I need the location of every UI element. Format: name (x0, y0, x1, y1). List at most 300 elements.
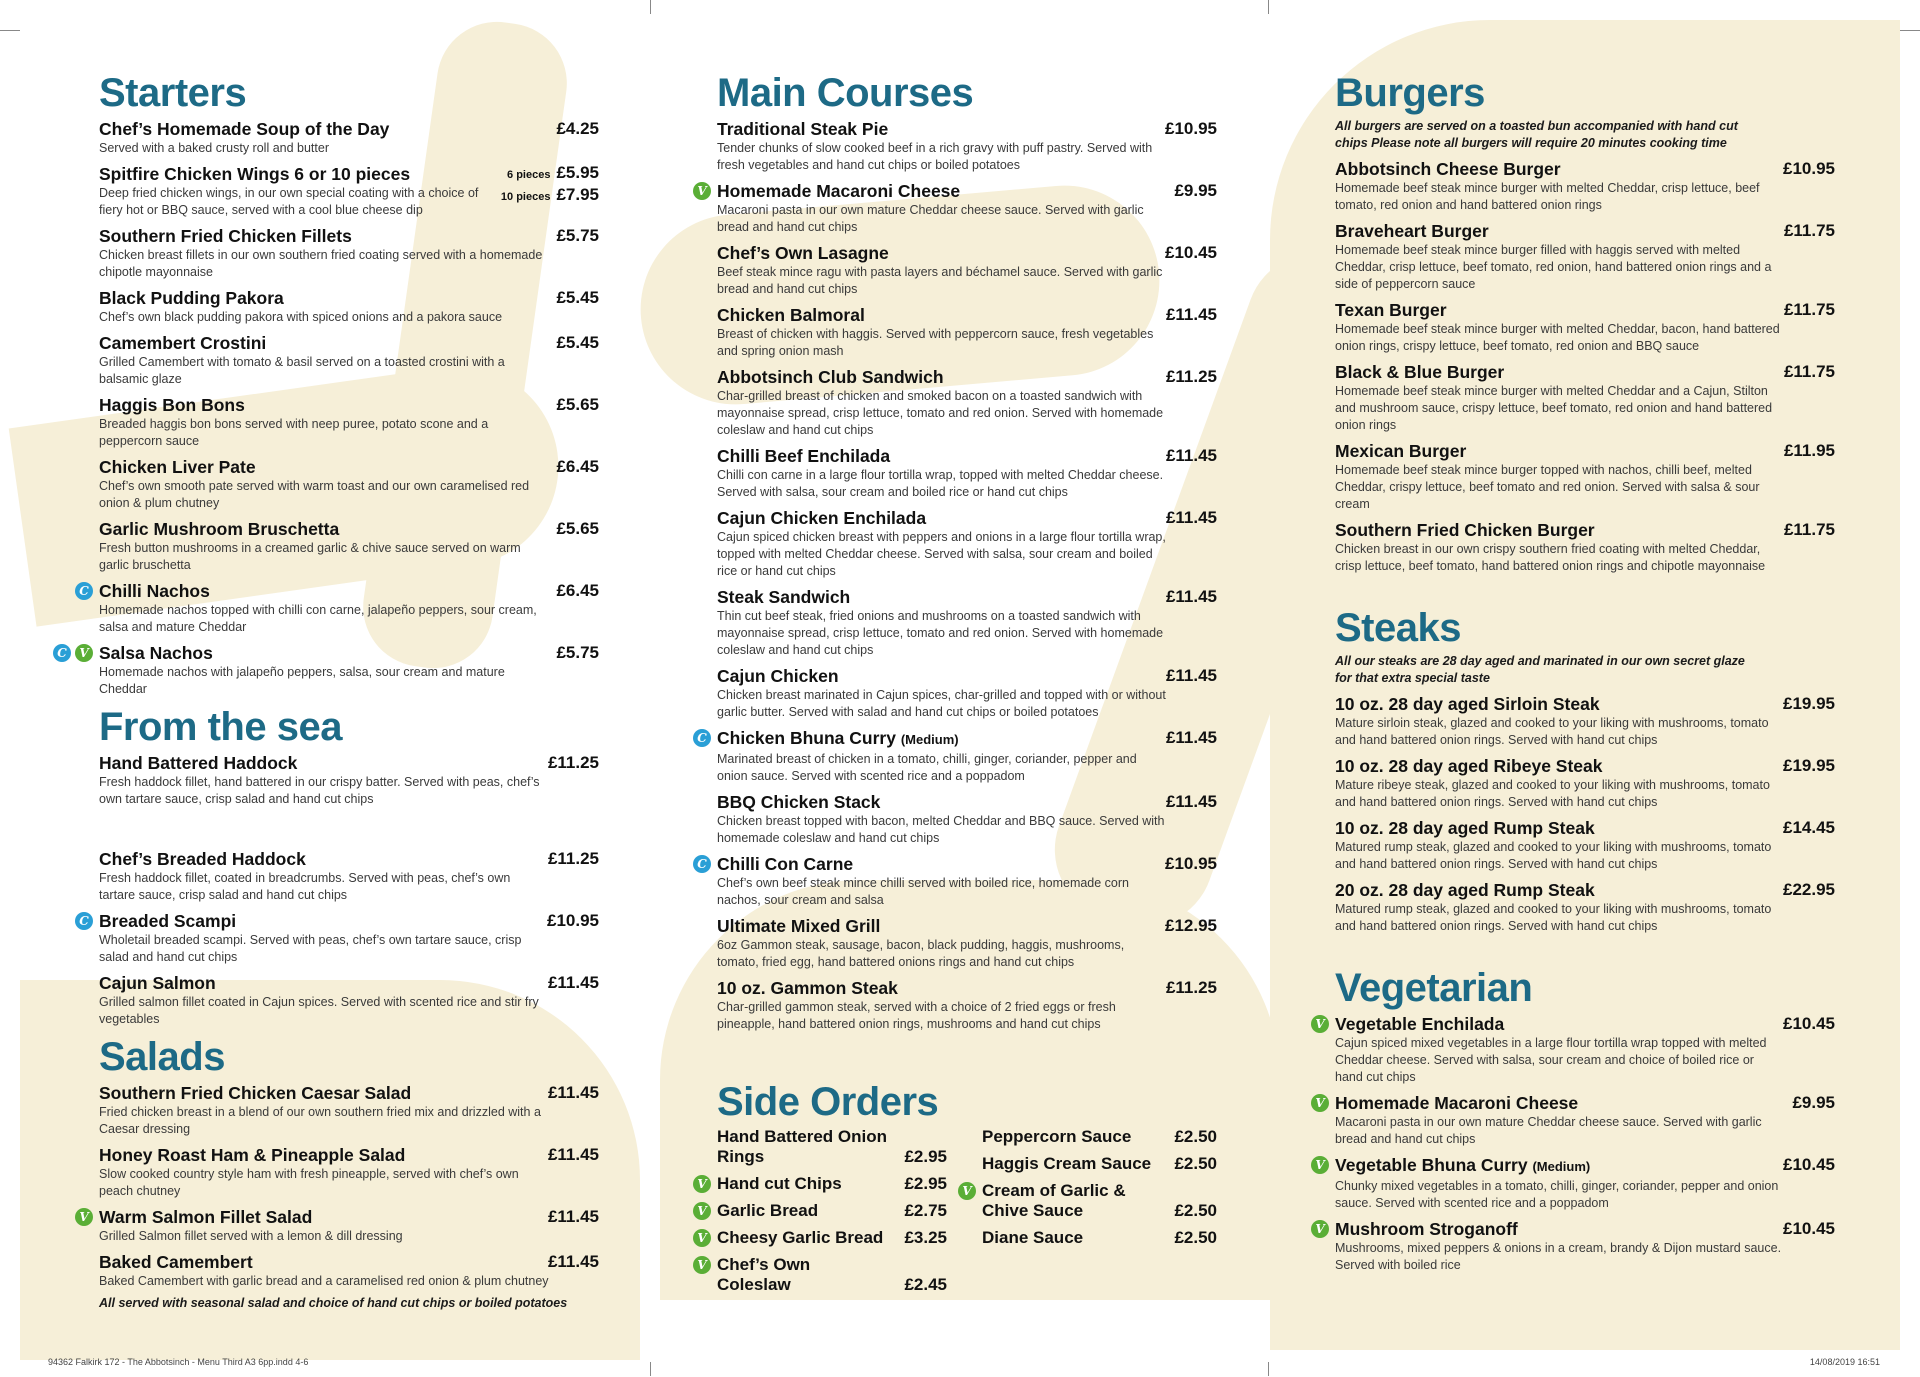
section-title-sides: Side Orders (717, 1080, 939, 1124)
vegetarian-icon: V (693, 1229, 711, 1247)
menu-item-price: £12.95 (1165, 916, 1217, 935)
menu-item-header (1335, 440, 1835, 462)
crop-mark (650, 1362, 651, 1376)
menu-item-price: £11.25 (547, 849, 599, 868)
menu-item-price: £10.45 (1783, 1014, 1835, 1033)
menu-item-header (717, 791, 1217, 813)
menu-item-name: Abbotsinch Club Sandwich (717, 367, 944, 387)
menu-item-description: Char-grilled gammon steak, served with a choice of 2 fried eggs or fresh pineapple, hand battered onion rings, mushrooms and hand cut chips (717, 1000, 1116, 1031)
menu-item (717, 977, 1217, 1033)
menu-item-name: Hand Battered Haddock (99, 753, 298, 773)
menu-item (99, 1251, 599, 1290)
menu-item-header (717, 304, 1217, 326)
menu-item-price: £5.75 (556, 643, 599, 662)
menu-item-name: Chef’s Own Lasagne (717, 243, 889, 263)
menu-item-description: Homemade beef steak mince burger filled with haggis served with melted Cheddar, crisp lettuce, beef tomato, red onion, hand battered onion rings and a side of peppercorn sauce (1335, 243, 1772, 291)
menu-item-name: 10 oz. 28 day aged Rump Steak (1335, 818, 1595, 838)
menu-item-price: £10.45 (1783, 1219, 1835, 1238)
menu-item (1335, 755, 1835, 811)
menu-item-name: Black & Blue Burger (1335, 362, 1505, 382)
vegetarian-icon: V (693, 182, 711, 200)
menu-item-price: £19.95 (1783, 694, 1835, 713)
crop-mark (0, 30, 20, 31)
menu-item-header (99, 1251, 599, 1273)
menu-item (99, 287, 599, 326)
column-middle (697, 70, 1217, 1294)
menu-item-name: Honey Roast Ham & Pineapple Salad (99, 1145, 406, 1165)
menu-item-description: Fried chicken breast in a blend of our own southern fried mix and drizzled with a Caesar dressing (99, 1105, 541, 1136)
menu-item-description: Slow cooked country style ham with fresh pineapple, served with chef’s own peach chutney (99, 1167, 519, 1198)
menu-item-qualifier: (Medium) (900, 732, 959, 747)
price-option (501, 163, 599, 185)
side-orders (697, 1127, 1217, 1294)
menu-item-header (1335, 1218, 1835, 1240)
dietary-badges (1311, 1220, 1329, 1238)
dietary-badges (53, 644, 93, 662)
side-order-name: Haggis Cream Sauce (982, 1154, 1152, 1173)
steaks-list (1335, 693, 1835, 935)
side-order-name: Garlic Bread (717, 1201, 819, 1220)
menu-item-name: Texan Burger (1335, 300, 1447, 320)
menu-item (1315, 1154, 1835, 1212)
menu-item (717, 118, 1217, 174)
side-order-item (982, 1228, 1217, 1248)
menu-item (1335, 299, 1835, 355)
dietary-badges (1311, 1015, 1329, 1033)
menu-item-qualifier: (Medium) (1532, 1159, 1591, 1174)
side-order-name: Diane Sauce (982, 1228, 1084, 1247)
menu-item-name: Camembert Crostini (99, 333, 267, 353)
menu-item-name: Chicken Bhuna Curry (717, 728, 896, 748)
menu-item-price: £11.45 (1165, 792, 1217, 811)
menu-item-name: Steak Sandwich (717, 587, 851, 607)
dietary-badges (693, 1202, 711, 1220)
menu-item-header (1335, 361, 1835, 383)
side-order-price: £3.25 (904, 1228, 947, 1247)
menu-item (1335, 879, 1835, 935)
menu-item-header (717, 853, 1217, 875)
vegetarian-icon: V (693, 1175, 711, 1193)
burgers-list (1335, 158, 1835, 575)
burgers-note: All burgers are served on a toasted bun accompanied with hand cut chips Please note all burgers will require 20 minutes cooking time (1335, 119, 1738, 150)
vegetarian-list (1315, 1013, 1835, 1274)
menu-item (697, 853, 1217, 909)
side-order-name: Hand cut Chips (717, 1174, 842, 1193)
vegetarian-icon: V (1311, 1094, 1329, 1112)
menu-item (717, 304, 1217, 360)
column-left (57, 70, 599, 1310)
menu-item-price: £5.45 (556, 288, 599, 307)
menu-item-header (1335, 299, 1835, 321)
menu-item-price: £10.95 (1783, 159, 1835, 178)
menu-item-header (1335, 693, 1835, 715)
menu-item-name: Abbotsinch Cheese Burger (1335, 159, 1561, 179)
menu-item-description: Fresh haddock fillet, hand battered in our crispy batter. Served with peas, chef’s own tartare sauce, crisp salad and hand cut chips (99, 775, 540, 806)
menu-item-price: £11.75 (1783, 362, 1835, 381)
column-right (1315, 70, 1835, 1280)
menu-item (99, 118, 599, 157)
menu-item-header (717, 586, 1217, 608)
menu-item-name: Chef’s Homemade Soup of the Day (99, 119, 390, 139)
dietary-badges (1311, 1094, 1329, 1112)
menu-item-price: £11.45 (1165, 305, 1217, 324)
menu-item-header (99, 848, 599, 870)
price-option-label: 10 pieces (500, 191, 551, 203)
menu-item-description: Tender chunks of slow cooked beef in a rich gravy with puff pastry. Served with fresh vegetables and hand cut chips or boiled potatoes (717, 141, 1153, 172)
menu-item-header (99, 518, 599, 540)
menu-item (1335, 440, 1835, 513)
print-meta-right: 14/08/2019 16:51 (1809, 1357, 1880, 1367)
menu-item-name: Vegetable Bhuna Curry (1335, 1155, 1528, 1175)
menu-item-price: £11.45 (547, 973, 599, 992)
menu-item-header (99, 287, 599, 309)
menu-item (697, 180, 1217, 236)
menu-item-header (1335, 817, 1835, 839)
menu-item-name: Warm Salmon Fillet Salad (99, 1207, 313, 1227)
salads-list (79, 1082, 599, 1290)
menu-item (697, 727, 1217, 785)
menu-item-price: £10.95 (547, 911, 599, 930)
menu-item-description: Wholetail breaded scampi. Served with peas, chef’s own tartare sauce, crisp salad and hand cut chips (99, 933, 522, 964)
menu-item (99, 225, 599, 281)
menu-item-description: Matured rump steak, glazed and cooked to your liking with mushrooms, tomato and hand battered onion rings. Served with hand cut chips (1335, 902, 1772, 933)
menu-item (1335, 817, 1835, 873)
menu-item (99, 394, 599, 450)
menu-item-header (717, 118, 1217, 140)
menu-item-name: Mushroom Stroganoff (1335, 1219, 1518, 1239)
menu-item-header (717, 242, 1217, 264)
menu-item-name: Mexican Burger (1335, 441, 1467, 461)
menu-item-header (717, 445, 1217, 467)
menu-item-name: Chef’s Breaded Haddock (99, 849, 306, 869)
menu-item-price: £19.95 (1783, 756, 1835, 775)
menu-item-description: Chicken breast fillets in our own southern fried coating served with a homemade chipotle mayonnaise (99, 248, 543, 279)
menu-item-description: Baked Camembert with garlic bread and a caramelised red onion & plum chutney (99, 1274, 549, 1288)
menu-item (1335, 519, 1835, 575)
coeliac-icon: C (693, 729, 711, 747)
menu-item (79, 580, 599, 636)
side-order-item (697, 1228, 947, 1248)
coeliac-icon: C (53, 644, 71, 662)
menu-item-description: Marinated breast of chicken in a tomato, chilli, ginger, coriander, pepper and onion sauce. Served with scented rice and a poppadom (717, 752, 1137, 783)
menu-item-description: Thin cut beef steak, fried onions and mushrooms on a toasted sandwich with mayonnaise spread, crisp lettuce, tomato and red onion. Served with homemade coleslaw and hand cut chips (717, 609, 1164, 657)
menu-item-name: Southern Fried Chicken Fillets (99, 226, 352, 246)
menu-item-header (1335, 158, 1835, 180)
menu-item-name: 10 oz. 28 day aged Sirloin Steak (1335, 694, 1600, 714)
menu-item-name: Vegetable Enchilada (1335, 1014, 1505, 1034)
menu-item-description: Grilled salmon fillet coated in Cajun spices. Served with scented rice and stir fry vegetables (99, 995, 539, 1026)
side-order-item (717, 1127, 947, 1167)
menu-item-header (99, 225, 599, 247)
menu-item-description: 6oz Gammon steak, sausage, bacon, black pudding, haggis, mushrooms, tomato, fried egg, hand battered onions rings and hand cut chips (717, 938, 1125, 969)
side-order-item (962, 1181, 1217, 1221)
menu-item-name: Chilli Nachos (99, 581, 210, 601)
side-order-item (982, 1154, 1217, 1174)
coeliac-icon: C (75, 912, 93, 930)
vegetarian-icon: V (75, 1208, 93, 1226)
side-order-price: £2.50 (1174, 1154, 1217, 1173)
price-option-label: 6 pieces (507, 169, 551, 181)
menu-item-header (1335, 879, 1835, 901)
menu-item-description: Chef’s own smooth pate served with warm toast and our own caramelised red onion & plum chutney (99, 479, 530, 510)
section-title-vegetarian: Vegetarian (1335, 966, 1533, 1010)
price-option (501, 185, 599, 207)
side-order-item (697, 1201, 947, 1221)
menu-item-description: Mushrooms, mixed peppers & onions in a cream, brandy & Dijon mustard sauce. Served with boiled rice (1335, 1241, 1782, 1272)
menu-item (99, 456, 599, 512)
menu-item-name: Southern Fried Chicken Caesar Salad (99, 1083, 412, 1103)
menu-item (717, 791, 1217, 847)
menu-item-description: Deep fried chicken wings, in our own special coating with a choice of fiery hot or BBQ sauce, served with a cool blue cheese dip (99, 186, 479, 217)
side-order-price: £2.95 (904, 1174, 947, 1193)
menu-item-price: £11.45 (1165, 666, 1217, 685)
menu-item-header (99, 332, 599, 354)
coeliac-icon: C (75, 582, 93, 600)
starters-list (57, 118, 599, 698)
dietary-badges (958, 1182, 976, 1200)
menu-item-header (717, 977, 1217, 999)
menu-item-description: Homemade nachos with jalapeño peppers, salsa, sour cream and mature Cheddar (99, 665, 505, 696)
side-order-name: Hand Battered Onion Rings (717, 1127, 888, 1166)
menu-item-price: £11.45 (547, 1083, 599, 1102)
menu-item-description: Breaded haggis bon bons served with neep puree, potato scone and a peppercorn sauce (99, 417, 489, 448)
menu-item-description: Grilled Salmon fillet served with a lemon & dill dressing (99, 1229, 403, 1243)
side-order-name: Cheesy Garlic Bread (717, 1228, 884, 1247)
menu-item-name: Ultimate Mixed Grill (717, 916, 881, 936)
menu-item-description: Mature sirloin steak, glazed and cooked to your liking with mushrooms, tomato and hand battered onion rings. Served with hand cut chips (1335, 716, 1769, 747)
menu-item (717, 366, 1217, 439)
menu-item-description: Homemade beef steak mince burger with melted Cheddar and a Cajun, Stilton and mushroom sauce, crispy lettuce, beef tomato, red onion and hand battered onion rings (1335, 384, 1773, 432)
section-title-starters: Starters (99, 71, 247, 115)
menu-item-price: £11.75 (1783, 221, 1835, 240)
menu-item (717, 586, 1217, 659)
menu-item-name: Cajun Chicken Enchilada (717, 508, 927, 528)
vegetarian-icon: V (693, 1256, 711, 1274)
menu-item-description: Chicken breast marinated in Cajun spices, char-grilled and topped with or without garlic butter. Served with salad and hand cut chips or boiled potatoes (717, 688, 1166, 719)
menu-item (717, 445, 1217, 501)
menu-item-description: Chicken breast in our own crispy southern fried coating with melted Cheddar, crisp lettuce, beef tomato, hand battered onion rings and chipotle mayonnaise (1335, 542, 1766, 573)
menu-item-header (1335, 519, 1835, 541)
menu-item-name: Baked Camembert (99, 1252, 253, 1272)
menu-item-header (1335, 1092, 1835, 1114)
menu-item-description: Homemade beef steak mince burger topped with nachos, chilli beef, melted Cheddar, crispy lettuce, beef tomato and red onion. Served with salsa & sour cream (1335, 463, 1760, 511)
menu-item-header (717, 366, 1217, 388)
menu-item-name: 10 oz. 28 day aged Ribeye Steak (1335, 756, 1603, 776)
vegetarian-icon: V (1311, 1220, 1329, 1238)
menu-item-name: Spitfire Chicken Wings 6 or 10 pieces (99, 164, 411, 184)
menu-item-header (1335, 1013, 1835, 1035)
menu-item-header (1335, 220, 1835, 242)
menu-item-header (717, 915, 1217, 937)
menu-item-description: Chicken breast topped with bacon, melted Cheddar and BBQ sauce. Served with homemade coleslaw and hand cut chips (717, 814, 1165, 845)
menu-item (1335, 220, 1835, 293)
dietary-badges (75, 1208, 93, 1226)
menu-item (717, 665, 1217, 721)
menu-item-description: Homemade beef steak mince burger with melted Cheddar, crisp lettuce, beef tomato, red onion and hand battered onion rings (1335, 181, 1760, 212)
section-title-salads: Salads (99, 1035, 225, 1079)
menu-item-price: £11.45 (547, 1207, 599, 1226)
price-option-value: £5.95 (556, 163, 599, 182)
menu-item-header (717, 180, 1217, 202)
menu-item-description: Chef’s own black pudding pakora with spiced onions and a pakora sauce (99, 310, 503, 324)
menu-item-price: £9.95 (1174, 181, 1217, 200)
menu-item-header (99, 972, 599, 994)
menu-item (1315, 1013, 1835, 1086)
crop-mark (1900, 30, 1920, 31)
menu-item-price: £11.45 (547, 1252, 599, 1271)
menu-item (57, 642, 599, 698)
section-title-sea: From the sea (99, 705, 342, 749)
menu-item-name: Chicken Liver Pate (99, 457, 256, 477)
sides-left-list (697, 1127, 947, 1302)
vegetarian-icon: V (1311, 1156, 1329, 1174)
vegetarian-icon: V (958, 1182, 976, 1200)
menu-item-description: Fresh button mushrooms in a creamed garlic & chive sauce served on warm garlic bruschetta (99, 541, 521, 572)
menu-item-description: Grilled Camembert with tomato & basil served on a toasted crostini with a balsamic glaze (99, 355, 505, 386)
salads-footer-note: All served with seasonal salad and choice of hand cut chips or boiled potatoes (99, 1296, 568, 1310)
print-meta-left: 94362 Falkirk 172 - The Abbotsinch - Menu Third A3 6pp.indd 4-6 (48, 1357, 309, 1367)
menu-item-name: Cajun Salmon (99, 973, 216, 993)
menu-item (99, 1144, 599, 1200)
side-order-price: £2.50 (1174, 1228, 1217, 1247)
menu-item (1335, 693, 1835, 749)
menu-item-name: Breaded Scampi (99, 911, 237, 931)
menu-item-name: Southern Fried Chicken Burger (1335, 520, 1595, 540)
side-order-price: £2.50 (1174, 1201, 1217, 1220)
dietary-badges (693, 182, 711, 200)
menu-item-header (99, 456, 599, 478)
menu-item-name: 10 oz. Gammon Steak (717, 978, 898, 998)
menu-item-description: Served with a baked crusty roll and butter (99, 141, 329, 155)
menu-item (1315, 1092, 1835, 1148)
menu-item-name: Chilli Beef Enchilada (717, 446, 891, 466)
price-option-value: £7.95 (556, 185, 599, 204)
menu-item (1315, 1218, 1835, 1274)
menu-item-header (99, 394, 599, 416)
steaks-note: All our steaks are 28 day aged and marinated in our own secret glaze for that extra special taste (1335, 654, 1745, 685)
menu-item-description: Char-grilled breast of chicken and smoked bacon on a toasted sandwich with mayonnaise spread, crisp lettuce, tomato and red onion. Served with homemade coleslaw and hand cut chips (717, 389, 1164, 437)
menu-item-price: £5.75 (556, 226, 599, 245)
menu-item (99, 518, 599, 574)
menu-item-description: Homemade beef steak mince burger with melted Cheddar, bacon, hand battered onion rings, crispy lettuce, beef tomato, red onion and BBQ sauce (1335, 322, 1780, 353)
menu-item-price: £6.45 (556, 581, 599, 600)
menu-item-name: Black Pudding Pakora (99, 288, 284, 308)
menu-item-description: Beef steak mince ragu with pasta layers and béchamel sauce. Served with garlic bread and hand cut chips (717, 265, 1163, 296)
side-order-price: £2.75 (904, 1201, 947, 1220)
menu-item-price: £4.25 (556, 119, 599, 138)
side-order-price: £2.50 (1174, 1127, 1217, 1146)
menu-item-price: £10.45 (1783, 1155, 1835, 1174)
menu-item-header (717, 727, 1217, 751)
menu-item-description: Macaroni pasta in our own mature Cheddar cheese sauce. Served with garlic bread and hand cut chips (1335, 1115, 1762, 1146)
dietary-badges (1311, 1156, 1329, 1174)
side-order-item (697, 1255, 947, 1295)
menu-item-description: Chef’s own beef steak mince chilli served with boiled rice, homemade corn nachos, sour cream and salsa (717, 876, 1129, 907)
menu-item (99, 163, 599, 219)
sea-list (79, 752, 599, 1028)
menu-item-name: Chicken Balmoral (717, 305, 865, 325)
menu-item-price: £11.45 (1165, 508, 1217, 527)
menu-item-description: Fresh haddock fillet, coated in breadcrumbs. Served with peas, chef’s own tartare sauce, crisp salad and hand cut chips (99, 871, 511, 902)
section-title-steaks: Steaks (1335, 606, 1461, 650)
menu-item-price: £11.45 (1165, 728, 1217, 747)
menu-item-price: £11.95 (1783, 441, 1835, 460)
side-order-item (697, 1174, 947, 1194)
section-title-mains: Main Courses (717, 71, 974, 115)
side-order-price: £2.95 (904, 1147, 947, 1166)
menu-item-name: Haggis Bon Bons (99, 395, 245, 415)
menu-item-price: £10.95 (1165, 119, 1217, 138)
side-order-name: Peppercorn Sauce (982, 1127, 1132, 1146)
menu-item-description: Chunky mixed vegetables in a tomato, chilli, ginger, coriander, pepper and onion sauce. Served with scented rice and a poppadom (1335, 1179, 1779, 1210)
menu-item-price: £11.25 (547, 753, 599, 772)
menu-item-name: Homemade Macaroni Cheese (717, 181, 961, 201)
menu-item-name: Braveheart Burger (1335, 221, 1489, 241)
menu-item-price: £10.45 (1165, 243, 1217, 262)
dietary-badges (693, 729, 711, 747)
menu-item-description: Cajun spiced chicken breast with peppers and onions in a large flour tortilla wrap, topped with melted Cheddar cheese. Served with salsa, sour cream and boiled rice or hand cut chips (717, 530, 1166, 578)
side-order-item (982, 1127, 1217, 1147)
menu-item (79, 910, 599, 966)
menu-item-name: Homemade Macaroni Cheese (1335, 1093, 1579, 1113)
menu-item-price: £5.65 (556, 519, 599, 538)
menu-item-description: Mature ribeye steak, glazed and cooked to your liking with mushrooms, tomato and hand battered onion rings. Served with hand cut chips (1335, 778, 1770, 809)
menu-item-price: £11.75 (1783, 520, 1835, 539)
menu-item (99, 972, 599, 1028)
dietary-badges (75, 582, 93, 600)
menu-item-header (717, 507, 1217, 529)
menu-item (717, 915, 1217, 971)
menu-item-description: Matured rump steak, glazed and cooked to your liking with mushrooms, tomato and hand battered onion rings. Served with hand cut chips (1335, 840, 1772, 871)
menu-item-header (99, 752, 599, 774)
menu-item (1335, 361, 1835, 434)
dietary-badges (75, 912, 93, 930)
vegetarian-icon: V (75, 644, 93, 662)
menu-item-price: £11.25 (1165, 978, 1217, 997)
menu-item-price: £9.95 (1792, 1093, 1835, 1112)
menu-item (1335, 158, 1835, 214)
menu-item-name: Cajun Chicken (717, 666, 839, 686)
dietary-badges (693, 1229, 711, 1247)
section-title-burgers: Burgers (1335, 71, 1485, 115)
menu-item (79, 1206, 599, 1245)
menu-item-header (99, 1144, 599, 1166)
vegetarian-icon: V (693, 1202, 711, 1220)
side-order-name: Cream of Garlic & Chive Sauce (982, 1181, 1126, 1220)
menu-item-description: Chilli con carne in a large flour tortilla wrap, topped with melted Cheddar cheese. Served with salsa, sour cream and boiled rice or hand cut chips (717, 468, 1164, 499)
menu-item-header (99, 118, 599, 140)
menu-item-name: Chilli Con Carne (717, 854, 854, 874)
menu-item-price: £5.65 (556, 395, 599, 414)
menu-item-name: 20 oz. 28 day aged Rump Steak (1335, 880, 1595, 900)
menu-item (99, 752, 599, 808)
crop-mark (1268, 0, 1269, 14)
menu-item-price: £11.45 (1165, 446, 1217, 465)
sides-right-list (962, 1127, 1217, 1255)
menu-item-name: Salsa Nachos (99, 643, 213, 663)
coeliac-icon: C (693, 855, 711, 873)
menu-item-prices (501, 163, 599, 207)
menu-item (717, 507, 1217, 580)
menu-item-header (99, 580, 599, 602)
menu-item (99, 1082, 599, 1138)
menu-item (99, 332, 599, 388)
menu-item-header (99, 910, 599, 932)
menu-item-header (99, 1206, 599, 1228)
menu-item-price: £11.45 (547, 1145, 599, 1164)
dietary-badges (693, 1256, 711, 1274)
side-order-price: £2.45 (904, 1275, 947, 1294)
